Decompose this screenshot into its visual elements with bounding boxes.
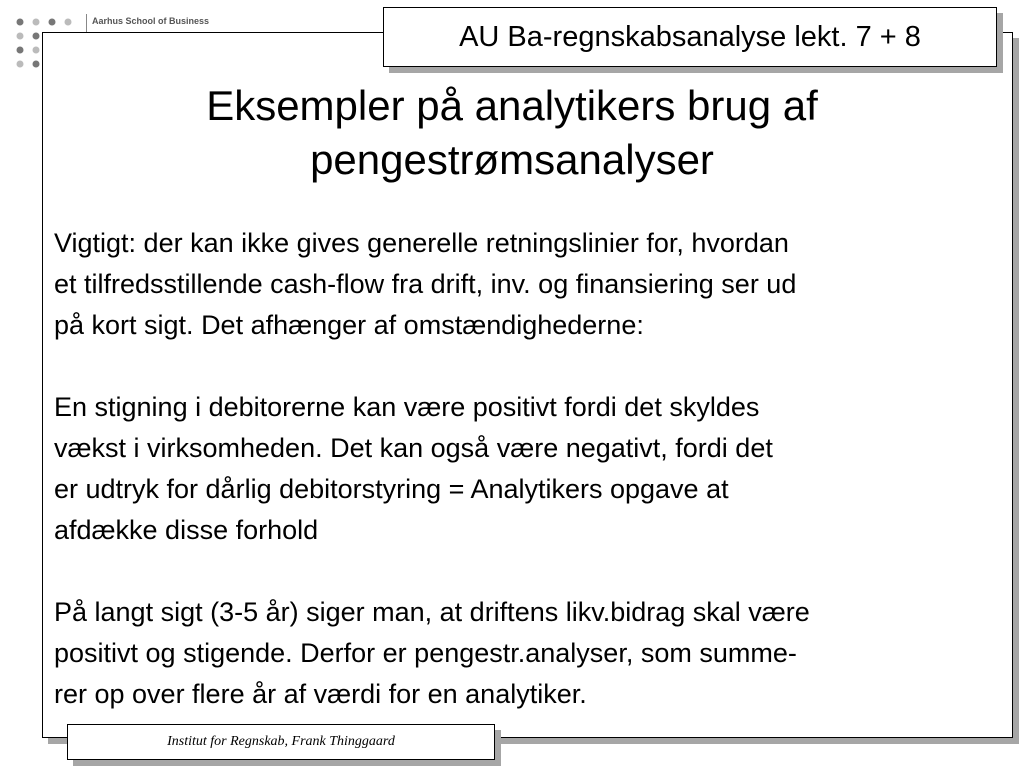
footer-box (67, 724, 495, 760)
slide-title-line1: Eksempler på analytikers brug af (206, 82, 818, 129)
slide-body (54, 223, 1014, 756)
paragraph-debtors (54, 387, 1014, 551)
logo-school-line: Aarhus School of Business (92, 16, 210, 26)
slide-title (42, 79, 982, 187)
paragraph-line: på kort sigt. Det afhænger af omstændighederne: (54, 310, 644, 340)
paragraph-line: På langt sigt (3-5 år) siger man, at driftens likv.bidrag skal være (54, 597, 810, 627)
paragraph-line: positivt og stigende. Derfor er pengestr.analyser, som summe- (54, 638, 797, 668)
paragraph-line: rer op over flere år af værdi for en analytiker. (54, 679, 587, 709)
paragraph-line: et tilfredsstillende cash-flow fra drift, inv. og finansiering ser ud (54, 269, 797, 299)
course-header-box (383, 7, 997, 67)
paragraph-line: En stigning i debitorerne kan være positivt fordi det skyldes (54, 392, 760, 422)
slide-title-line2: pengestrømsanalyser (310, 136, 714, 183)
footer-institute: Institut for Regnskab, Frank Thinggaard (167, 734, 395, 749)
paragraph-line: vækst i virksomheden. Det kan også være negativt, fordi det (54, 433, 773, 463)
paragraph-line: Vigtigt: der kan ikke gives generelle retningslinier for, hvordan (54, 228, 789, 258)
paragraph-line: afdække disse forhold (54, 515, 319, 545)
paragraph-general (54, 223, 1014, 346)
paragraph-line: er udtryk for dårlig debitorstyring = Analytikers opgave at (54, 474, 729, 504)
course-label: AU Ba-regnskabsanalyse lekt. 7 + 8 (459, 20, 921, 53)
paragraph-long-term (54, 592, 1014, 715)
